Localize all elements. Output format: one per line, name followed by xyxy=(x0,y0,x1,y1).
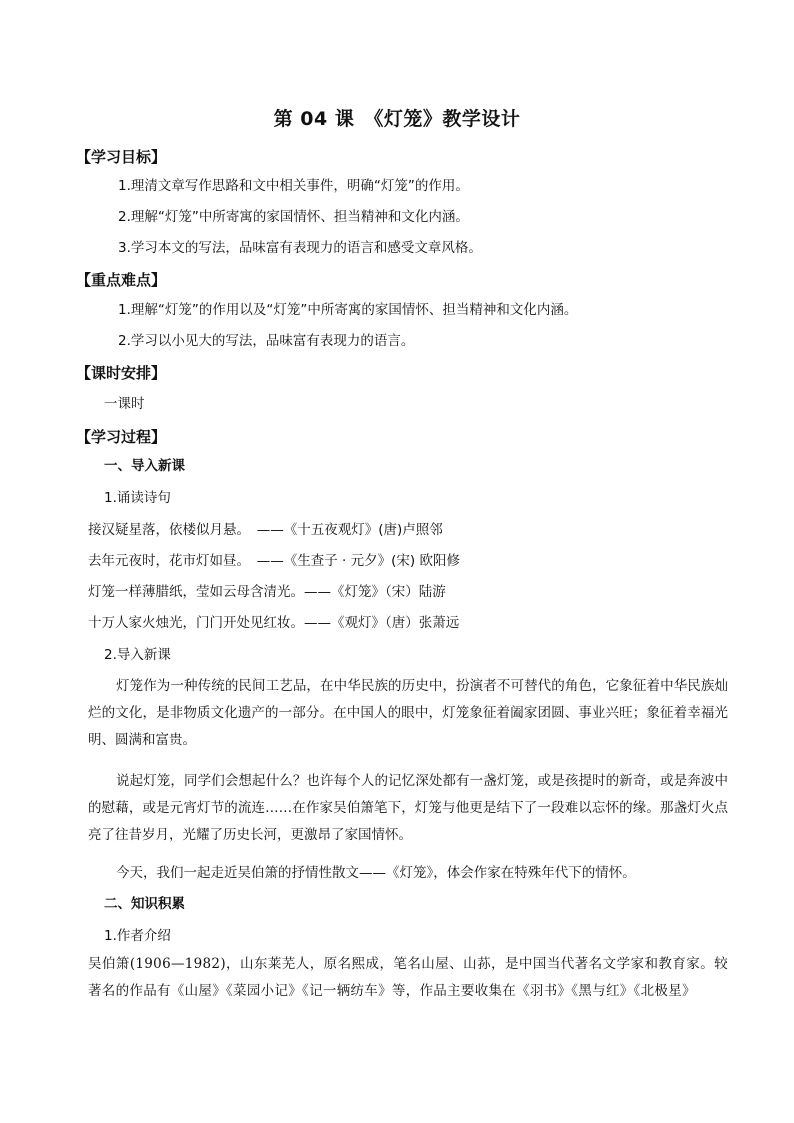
heading-goals: 【学习目标】 xyxy=(76,148,167,166)
poem-line-3: 灯笼一样薄腊纸，莹如云母含清光。——《灯笼》（宋）陆游 xyxy=(88,584,446,600)
sub-1-title: 1.诵读诗句 xyxy=(104,490,171,506)
sub-3-title: 1.作者介绍 xyxy=(104,928,171,944)
intro-paragraph-1: 灯笼作为一种传统的民间工艺品，在中华民族的历史中，扮演者不可替代的角色，它象征着中华民族灿烂的文化，是非物质文化遗产的一部分。在中国人的眼中，灯笼象征着阖家团圆、事业兴旺；象征着幸福光明、圆满和富贵。 xyxy=(88,678,728,748)
sub-2-title: 2.导入新课 xyxy=(104,647,171,663)
heading-schedule: 【课时安排】 xyxy=(76,364,167,382)
goal-item-3: 3.学习本文的写法，品味富有表现力的语言和感受文章风格。 xyxy=(118,240,482,256)
intro-paragraph-3: 今天，我们一起走近吴伯箫的抒情性散文——《灯笼》，体会作家在特殊年代下的情怀。 xyxy=(116,865,636,881)
heading-process: 【学习过程】 xyxy=(76,428,167,446)
part-1-title: 一、导入新课 xyxy=(104,458,185,474)
author-paragraph: 吴伯箫(1906—1982)，山东莱芜人，原名熙成，笔名山屋、山荪，是中国当代著名文学家和教育家。较著名的作品有《山屋》《菜园小记》《记一辆纺车》等，作品主要收集在《羽书》《黑与红》《北极星》 xyxy=(88,956,728,999)
intro-paragraph-2: 说起灯笼，同学们会想起什么？也许每个人的记忆深处都有一盏灯笼，或是孩提时的新奇，或是奔波中的慰藉，或是元宵灯节的流连……在作家吴伯箫笔下，灯笼与他更是结下了一段难以忘怀的缘。那盏灯火点亮了往昔岁月，光耀了历史长河，更激昂了家国情怀。 xyxy=(88,773,728,843)
poem-line-1: 接汉疑星落，依楼似月悬。 ——《十五夜观灯》(唐)卢照邻 xyxy=(88,522,443,538)
poem-line-4: 十万人家火烛光，门门开处见红妆。——《观灯》（唐）张萧远 xyxy=(88,615,460,631)
schedule-text: 一课时 xyxy=(104,396,145,412)
keypoint-item-1: 1.理解“灯笼”的作用以及“灯笼”中所寄寓的家国情怀、担当精神和文化内涵。 xyxy=(118,302,578,318)
goal-item-2: 2.理解“灯笼”中所寄寓的家国情怀、担当精神和文化内涵。 xyxy=(118,209,469,225)
keypoint-item-2: 2.学习以小见大的写法，品味富有表现力的语言。 xyxy=(118,333,415,349)
poem-line-2: 去年元夜时，花市灯如昼。 ——《生查子 · 元夕》(宋) 欧阳修 xyxy=(88,553,460,569)
part-2-title: 二、知识积累 xyxy=(104,896,185,912)
page-title: 第 04 课 《灯笼》教学设计 xyxy=(273,108,521,130)
goal-item-1: 1.理清文章写作思路和文中相关事件，明确“灯笼”的作用。 xyxy=(118,178,469,194)
heading-keypoints: 【重点难点】 xyxy=(76,271,167,289)
